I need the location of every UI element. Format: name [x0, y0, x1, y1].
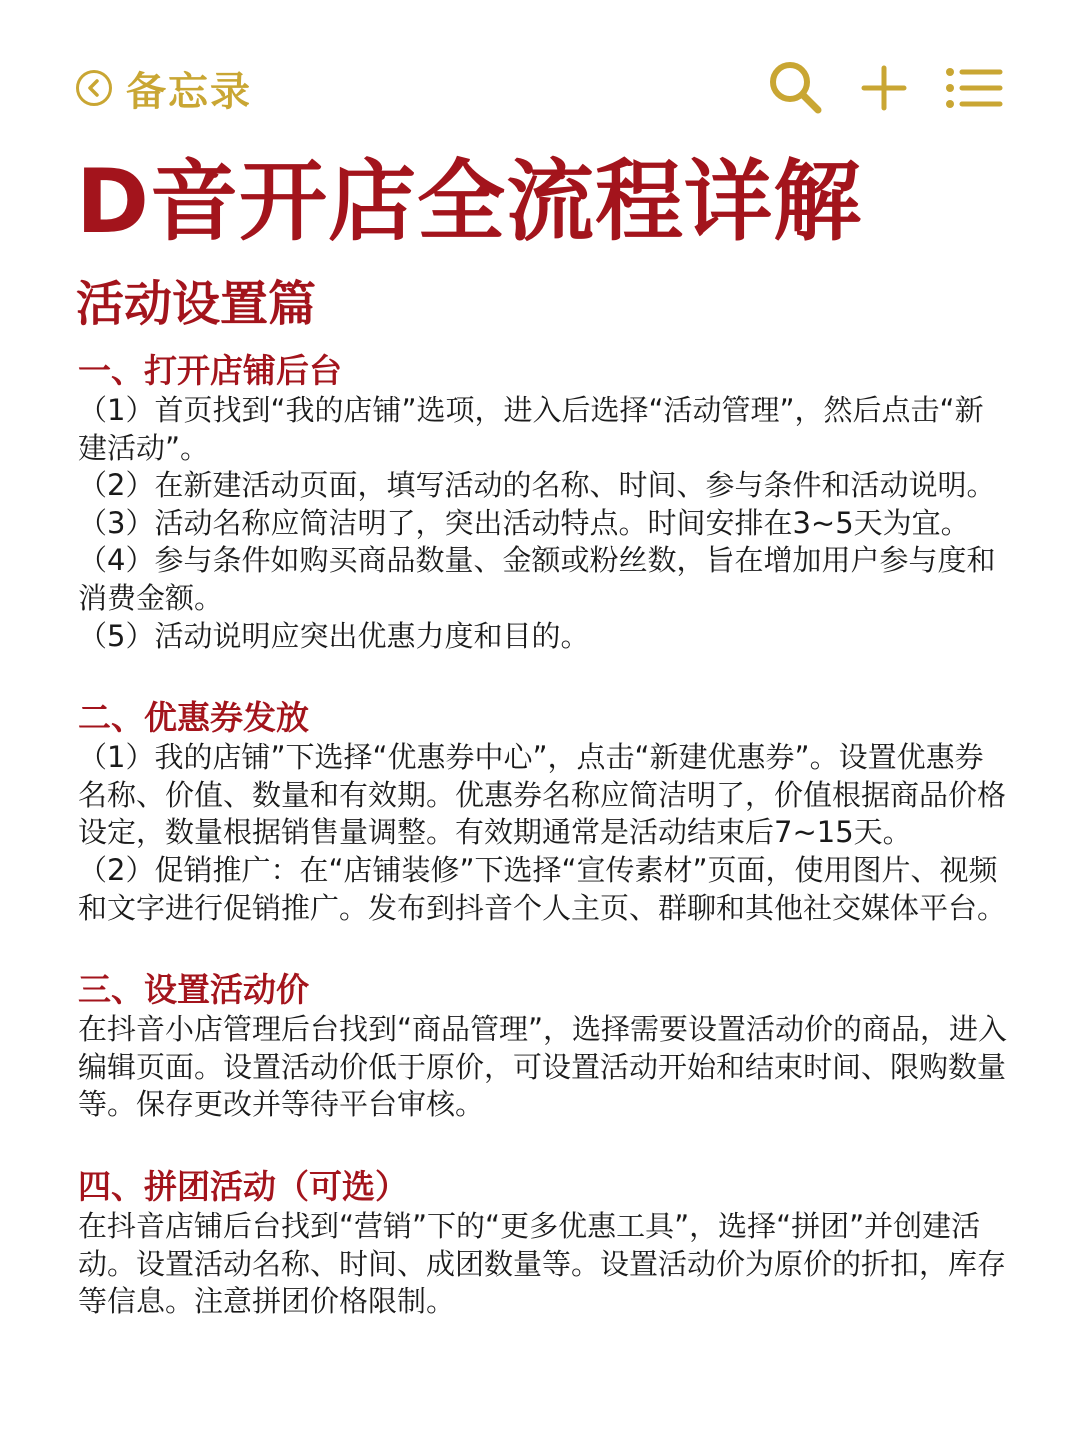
paragraph: （1）我的店铺”下选择“优惠券中心”，点击“新建优惠券”。设置优惠券名称、价值、数量和有效期。优惠券名称应简洁明了，价值根据商品价格设定，数量根据销售量调整。有效期通常是活动结束后7~15天。 — [78, 740, 1007, 850]
paragraph: 在抖音小店管理后台找到“商品管理”，选择需要设置活动价的商品，进入编辑页面。设置活动价低于原价，可设置活动开始和结束时间、限购数量等。保存更改并等待平台审核。 — [78, 1012, 1008, 1122]
paragraph: （2）在新建活动页面，填写活动的名称、时间、参与条件和活动说明。 — [78, 468, 996, 503]
search-icon — [766, 58, 826, 118]
section-open-store-backend — [78, 350, 1008, 655]
paragraph: （4）参与条件如购买商品数量、金额或粉丝数，旨在增加用户参与度和消费金额。 — [78, 543, 996, 615]
add-button[interactable] — [854, 58, 914, 118]
back-label: 备忘录 — [126, 68, 252, 115]
section-heading: 三、设置活动价 — [78, 970, 309, 1010]
list-button[interactable] — [944, 58, 1004, 118]
section-heading: 二、优惠券发放 — [78, 698, 309, 738]
list-icon — [944, 58, 1004, 118]
page-title: D音开店全流程详解 — [76, 150, 863, 253]
paragraph: （3）活动名称应简洁明了，突出活动特点。时间安排在3~5天为宜。 — [78, 505, 970, 540]
section-heading: 一、打开店铺后台 — [78, 351, 342, 390]
section-heading: 四、拼团活动（可选） — [78, 1166, 408, 1206]
note-body — [78, 350, 1008, 1321]
section-set-activity-price — [78, 969, 1008, 1124]
paragraph: （5）活动说明应突出优惠力度和目的。 — [78, 618, 590, 653]
section-coupon-distribution — [78, 697, 1008, 927]
paragraph: （1）首页找到“我的店铺”选项，进入后选择“活动管理”，然后点击“新建活动”。 — [78, 393, 984, 465]
plus-icon — [854, 58, 914, 118]
back-chevron-icon — [76, 70, 112, 106]
page-subtitle: 活动设置篇 — [76, 276, 317, 332]
paragraph: （2）促销推广：在“店铺装修”下选择“宣传素材”页面，使用图片、视频和文字进行促销推广。发布到抖音个人主页、群聊和其他社交媒体平台。 — [78, 852, 1007, 925]
search-button[interactable] — [766, 58, 826, 118]
paragraph: 在抖音店铺后台找到“营销”下的“更多优惠工具”，选择“拼团”并创建活动。设置活动名称、时间、成团数量等。设置活动价为原价的折扣，库存等信息。注意拼团价格限制。 — [78, 1208, 1007, 1319]
section-group-buy — [78, 1166, 1008, 1321]
top-bar — [0, 0, 1080, 150]
back-button[interactable] — [76, 62, 252, 114]
